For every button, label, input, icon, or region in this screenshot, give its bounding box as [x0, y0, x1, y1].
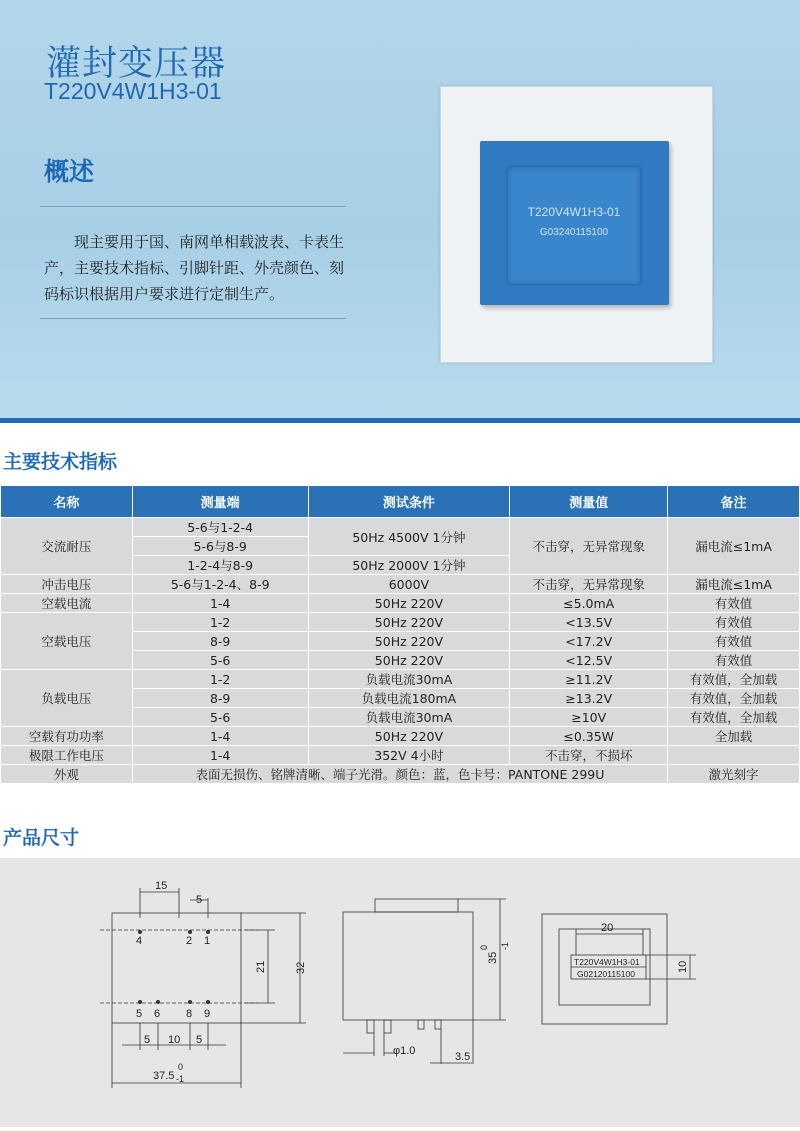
spec-name: 冲击电压	[1, 575, 133, 594]
spec-note: 有效值，全加载	[668, 670, 800, 689]
overview-rule-bottom	[40, 318, 346, 319]
spec-terminal: 5-6与1-2-4、8-9	[132, 575, 308, 594]
spec-value: <13.5V	[510, 613, 668, 632]
dimension-drawing-area	[0, 858, 800, 1127]
spec-terminal: 1-4	[132, 594, 308, 613]
spec-note: 有效值	[668, 613, 800, 632]
spec-value: 不击穿，无异常现象	[510, 518, 668, 575]
table-row	[1, 575, 800, 594]
spec-terminal: 1-4	[132, 746, 308, 765]
dimensions-heading: 产品尺寸	[3, 827, 80, 849]
pin-label-6: 6	[154, 1008, 161, 1020]
transformer-label-code: G03240115100	[539, 227, 609, 238]
product-title: 灌封变压器	[46, 44, 227, 84]
spec-condition: 50Hz 220V	[308, 651, 510, 670]
table-row	[1, 613, 800, 632]
dim-top-20: 20	[601, 922, 614, 934]
front-pins	[138, 930, 210, 1004]
spec-note: 有效值	[668, 651, 800, 670]
spec-name: 负载电压	[1, 670, 133, 727]
spec-condition: 50Hz 220V	[308, 727, 510, 746]
specs-heading: 主要技术指标	[3, 451, 118, 473]
spec-condition: 50Hz 220V	[308, 632, 510, 651]
front-view	[100, 888, 306, 1088]
dim-side-tol-up: 0	[479, 944, 489, 950]
spec-terminal: 8-9	[132, 632, 308, 651]
pin-label-5: 5	[136, 1008, 143, 1020]
spec-condition: 50Hz 220V	[308, 594, 510, 613]
spec-note: 激光刻字	[668, 765, 800, 784]
table-row	[1, 518, 800, 537]
col-condition: 测试条件	[308, 486, 510, 518]
table-row	[1, 727, 800, 746]
spec-condition: 6000V	[308, 575, 510, 594]
spec-terminal: 1-2	[132, 613, 308, 632]
dim-5-right: 5	[196, 1034, 203, 1046]
spec-value: ≥11.2V	[510, 670, 668, 689]
spec-note	[668, 746, 800, 765]
spec-value: ≥13.2V	[510, 689, 668, 708]
spec-name: 空载电压	[1, 613, 133, 670]
pin-label-1: 1	[204, 935, 211, 947]
side-view	[343, 899, 506, 1064]
dim-top-10: 10	[677, 960, 689, 973]
dim-width: 37.5	[153, 1070, 175, 1082]
spec-condition: 50Hz 4500V 1分钟	[308, 518, 510, 556]
dim-width-tol-down: -1	[176, 1074, 185, 1084]
table-row	[1, 594, 800, 613]
spec-note: 有效值，全加载	[668, 708, 800, 727]
spec-condition: 352V 4小时	[308, 746, 510, 765]
spec-terminal: 1-4	[132, 727, 308, 746]
spec-note: 全加载	[668, 727, 800, 746]
spec-name: 空载有功功率	[1, 727, 133, 746]
spec-value: 不击穿，无异常现象	[510, 575, 668, 594]
spec-value: <12.5V	[510, 651, 668, 670]
spec-terminal: 5-6与8-9	[132, 537, 308, 556]
overview-description: 现主要用于国、南网单相载波表、卡表生产，主要技术指标、引脚针距、外壳颜色、刻码标识根据用户要求进行定制生产。	[44, 233, 345, 303]
dim-32: 32	[295, 961, 307, 974]
spec-value: ≥10V	[510, 708, 668, 727]
overview-rule-top	[40, 206, 346, 207]
dim-side-tol-down: -1	[500, 941, 510, 950]
transformer-body	[480, 141, 669, 305]
dim-pin-length: 3.5	[455, 1051, 471, 1063]
dim-15: 15	[155, 880, 168, 892]
spec-name: 极限工作电压	[1, 746, 133, 765]
spec-terminal: 5-6与1-2-4	[132, 518, 308, 537]
spec-terminal: 1-2-4与8-9	[132, 556, 308, 575]
dimension-drawings	[0, 858, 800, 1127]
pin-label-4: 4	[136, 935, 143, 947]
col-name: 名称	[1, 486, 133, 518]
spec-value: ≤0.35W	[510, 727, 668, 746]
dim-5-left: 5	[144, 1034, 151, 1046]
dim-10: 10	[168, 1034, 181, 1046]
spec-note: 有效值	[668, 632, 800, 651]
spec-name: 交流耐压	[1, 518, 133, 575]
spec-terminal: 1-2	[132, 670, 308, 689]
spec-note: 有效值	[668, 594, 800, 613]
dim-side-height: 35	[487, 951, 499, 964]
spec-value: ≤5.0mA	[510, 594, 668, 613]
table-row	[1, 670, 800, 689]
spec-value: 不击穿，不损坏	[510, 746, 668, 765]
product-model: T220V4W1H3-01	[44, 78, 222, 104]
spec-condition: 负载电流180mA	[308, 689, 510, 708]
dim-21: 21	[255, 960, 267, 973]
overview-heading: 概述	[44, 157, 95, 186]
table-row	[1, 746, 800, 765]
spec-condition: 50Hz 220V	[308, 613, 510, 632]
spec-note: 漏电流≤1mA	[668, 518, 800, 575]
pin-label-8: 8	[186, 1008, 193, 1020]
dim-pin-diameter: φ1.0	[393, 1045, 416, 1057]
spec-terminal: 8-9	[132, 689, 308, 708]
transformer-face	[508, 167, 640, 284]
spec-header-row	[1, 486, 800, 518]
dim-width-tol-up: 0	[178, 1062, 184, 1072]
pin-label-9: 9	[204, 1008, 211, 1020]
spec-note: 漏电流≤1mA	[668, 575, 800, 594]
spec-condition: 负载电流30mA	[308, 708, 510, 727]
spec-name: 空载电流	[1, 594, 133, 613]
spec-value: <17.2V	[510, 632, 668, 651]
spec-condition: 50Hz 2000V 1分钟	[308, 556, 510, 575]
product-photo	[440, 86, 713, 363]
col-value: 测量值	[510, 486, 668, 518]
spec-table	[0, 485, 800, 784]
top-label-model: T220V4W1H3-01	[574, 957, 640, 967]
spec-condition: 负载电流30mA	[308, 670, 510, 689]
top-label-code: G02120115100	[577, 969, 635, 979]
spec-appearance: 表面无损伤、铭牌清晰、端子光滑。颜色：蓝，色卡号：PANTONE 299U	[132, 765, 667, 784]
table-row	[1, 765, 800, 784]
spec-terminal: 5-6	[132, 651, 308, 670]
col-terminal: 测量端	[132, 486, 308, 518]
pin-label-2: 2	[186, 935, 193, 947]
spec-name: 外观	[1, 765, 133, 784]
col-note: 备注	[668, 486, 800, 518]
spec-note: 有效值，全加载	[668, 689, 800, 708]
transformer-label-model: T220V4W1H3-01	[527, 205, 621, 219]
hero-divider	[0, 418, 800, 423]
spec-terminal: 5-6	[132, 708, 308, 727]
dim-5-top: 5	[196, 894, 203, 906]
